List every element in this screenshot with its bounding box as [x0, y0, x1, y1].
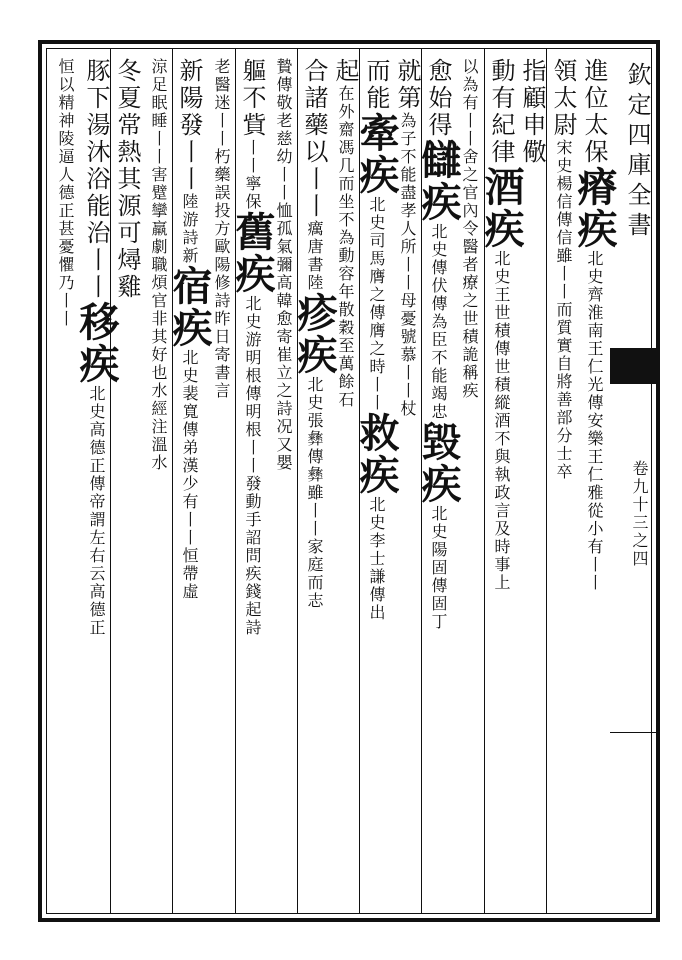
text-column	[291, 58, 338, 610]
citation-text: 北史齊淮南王仁光傳安樂王仁雅從小有丨丨	[585, 250, 604, 592]
column-rule	[110, 48, 111, 914]
citation-text: 母憂號慕丨丨杖	[398, 292, 417, 418]
entry-heading: 牽疾	[353, 112, 400, 196]
book-title: 欽定四庫全書	[623, 62, 651, 242]
text-column	[353, 58, 400, 622]
citation-text: 涼足眠睡丨丨害躄攣	[149, 58, 168, 220]
text-column	[229, 58, 276, 637]
citation-text: 老醫迷丨丨朽藥誤投方歐陽修詩昨日寄書言	[212, 58, 231, 400]
body-text: 新陽發丨丨	[175, 58, 203, 193]
entry-heading: 毀疾	[415, 421, 462, 505]
citation-text: 以為有丨丨舍之官內令醫者療之世積詭稱疾	[460, 58, 479, 400]
body-text: 領太尉	[549, 58, 577, 139]
text-column	[478, 58, 525, 592]
citation-text: 為子不能盡孝人所丨丨	[398, 112, 417, 292]
citation-text: 恒以精神陵逼人德正甚憂懼乃丨丨	[56, 58, 75, 328]
body-text: 合諸藥以丨丨	[300, 58, 328, 220]
text-column	[166, 58, 213, 601]
citation-text: 丨丨寧保	[243, 139, 262, 211]
text-column	[73, 58, 120, 637]
column-rule	[172, 48, 173, 914]
entry-heading: 舊疾	[229, 211, 276, 295]
text-column	[517, 58, 546, 166]
body-text: 指顧申儆	[518, 58, 546, 166]
volume-label: 卷九十三之四	[630, 460, 649, 568]
citation-text: 北史李士謙傳出	[367, 496, 386, 622]
entry-heading: 救疾	[353, 412, 400, 496]
citation-text: 北史張彝傳彝雖丨丨家庭而志	[305, 376, 324, 610]
entry-heading: 瘠疾	[571, 166, 618, 250]
text-column	[415, 58, 462, 631]
citation-text: 宋史楊信傳信雖丨丨而質實自將善部分士卒	[554, 139, 573, 481]
body-text: 動有紀律	[487, 58, 515, 166]
column-rule	[546, 48, 547, 914]
body-text: 而能	[362, 58, 390, 112]
citation-text: 癘唐書陸	[305, 220, 324, 292]
fish-tail-mark	[610, 348, 660, 384]
entry-heading: 疹疾	[291, 292, 338, 376]
citation-text: 北史高德正傳帝謂左右云高德正	[87, 385, 106, 637]
text-column	[50, 58, 79, 328]
text-column	[454, 58, 483, 400]
citation-text: 氣彌高韓愈寄崔立之詩况又嬰	[274, 238, 293, 472]
entry-heading: 宿疾	[166, 265, 213, 349]
body-text: 愈始得	[424, 58, 452, 139]
body-text: 軀不貲	[238, 58, 266, 139]
citation-text: 陸游詩新	[180, 193, 199, 265]
citation-text: 羸劇職煩官非其好也水經注溫水	[149, 220, 168, 472]
citation-text: 北史王世積傳世積縱酒不與執政言及時事上	[492, 250, 511, 592]
citation-text: 北史傳伏傳為臣不能竭忠	[429, 223, 448, 421]
body-text: 冬夏常熱其源可燖雞	[113, 58, 141, 301]
citation-text: 年散穀至萬餘石	[336, 283, 355, 409]
text-column	[548, 58, 577, 481]
citation-text: 北史游明根傳明根丨丨發動手詔問疾錢起詩	[243, 295, 262, 637]
body-text: 起	[331, 58, 359, 85]
citation-text: 在外齋馮几而坐不為動容	[336, 85, 355, 283]
citation-text: 北史司馬膺之傳膺之時丨丨	[367, 196, 386, 412]
entry-heading: 移疾	[73, 301, 120, 385]
body-text: 就第	[393, 58, 421, 112]
entry-heading: 讎疾	[415, 139, 462, 223]
text-column	[571, 58, 618, 592]
column-rule	[297, 48, 298, 914]
body-text: 進位太保	[580, 58, 608, 166]
entry-heading: 酒疾	[478, 166, 525, 250]
text-column	[143, 58, 172, 472]
citation-text: 北史裴寬傳弟漢少有丨丨恒帶虛	[180, 349, 199, 601]
citation-text: 贄傳敬老慈幼丨丨恤孤	[274, 58, 293, 238]
body-text: 豚下湯沐浴能治丨丨	[82, 58, 110, 301]
column-rule	[235, 48, 236, 914]
margin-divider	[610, 732, 660, 733]
text-column	[112, 58, 141, 301]
citation-text: 北史陽固傳固丁	[429, 505, 448, 631]
